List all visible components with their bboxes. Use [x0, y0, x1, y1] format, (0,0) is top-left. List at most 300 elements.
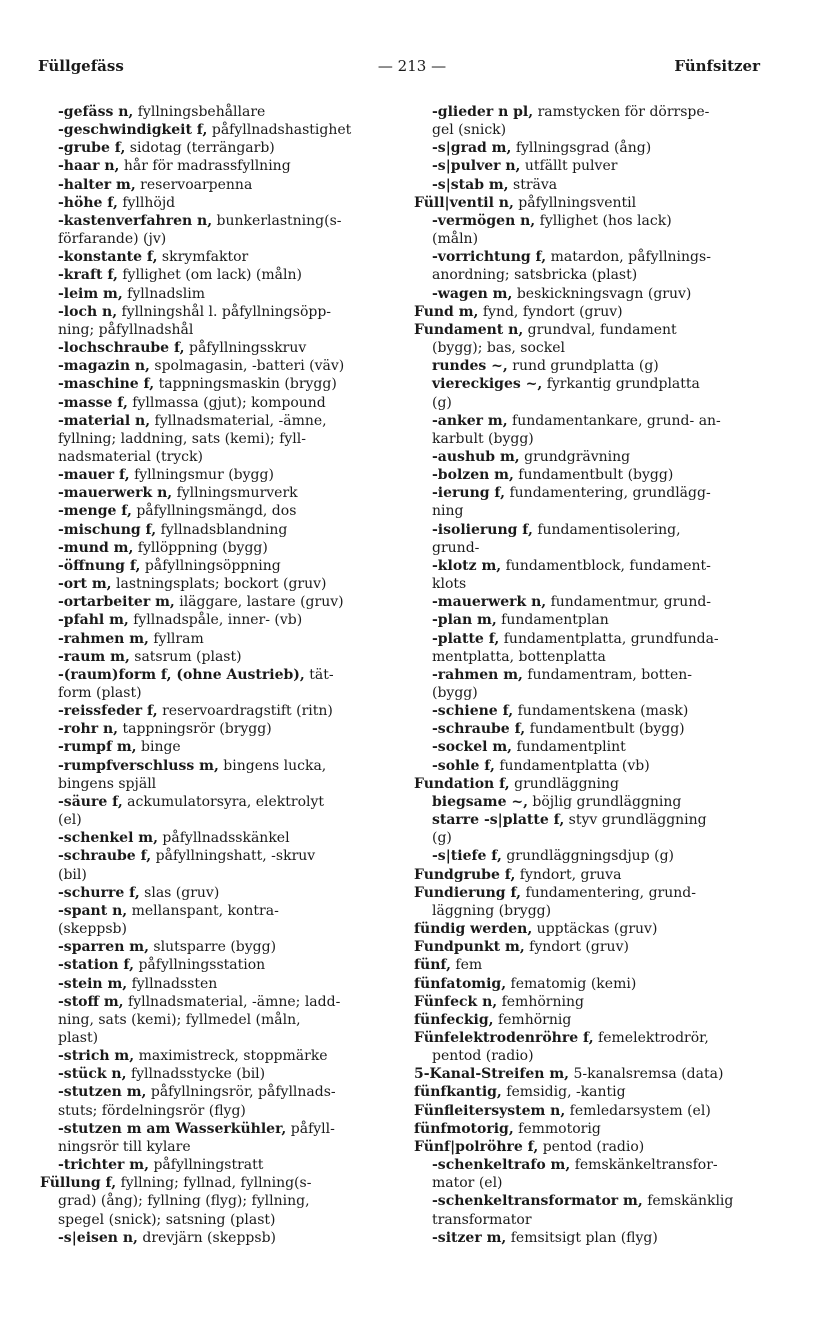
- entry-translation: fundamentbult (bygg): [513, 467, 674, 484]
- entry-line: [40, 285, 388, 303]
- entry-line: [40, 993, 388, 1011]
- headword-line: [414, 884, 766, 902]
- headword-line: [414, 920, 766, 938]
- entry-line: [414, 139, 766, 157]
- entry-term: -rumpf m,: [58, 739, 137, 756]
- headword-line: [40, 1174, 388, 1192]
- entry-translation: ning; påfyllnadshål: [58, 321, 194, 338]
- headword-line: [414, 866, 766, 884]
- headword-line: [414, 303, 766, 321]
- entry-translation: spolmagasin, -batteri (väv): [149, 358, 345, 375]
- entry-term: -grube f,: [58, 140, 126, 157]
- entry-term: Fundpunkt m,: [414, 939, 525, 956]
- entry-term: -ortarbeiter m,: [58, 594, 175, 611]
- entry-term: -rohr n,: [58, 721, 119, 738]
- entry-term: -rahmen m,: [58, 630, 149, 647]
- entry-line: [414, 793, 766, 811]
- entry-term: -rahmen m,: [432, 666, 523, 683]
- entry-line: [414, 539, 766, 557]
- entry-translation: rund grundplatta (g): [507, 358, 659, 375]
- entry-translation: grundval, fundament: [523, 321, 677, 338]
- entry-translation: grundgrävning: [519, 448, 631, 465]
- entry-translation: (skeppsb): [58, 921, 127, 938]
- entry-line: [40, 1102, 388, 1120]
- entry-line: [40, 303, 388, 321]
- headword-line: [414, 1083, 766, 1101]
- entry-line: [40, 484, 388, 502]
- entry-translation: ning: [432, 503, 464, 520]
- entry-line: [40, 847, 388, 865]
- entry-term: -schurre f,: [58, 884, 140, 901]
- entry-line: [40, 1211, 388, 1229]
- entry-translation: bingens spjäll: [58, 775, 157, 792]
- entry-line: [414, 684, 766, 702]
- entry-line: [40, 793, 388, 811]
- entry-translation: tappningsmaskin (brygg): [154, 376, 337, 393]
- entry-translation: tät-: [304, 666, 334, 683]
- entry-translation: fyllhöjd: [117, 194, 176, 211]
- entry-translation: (bygg): [432, 685, 478, 701]
- entry-translation: fundamentankare, grund- an-: [507, 412, 721, 429]
- entry-line: [40, 611, 388, 629]
- entry-line: [414, 575, 766, 593]
- entry-translation: plast): [58, 1029, 99, 1046]
- entry-translation: mellanspant, kontra-: [127, 902, 279, 919]
- entry-term: -höhe f,: [58, 194, 118, 211]
- entry-term: -rumpfverschluss m,: [58, 757, 219, 774]
- entry-line: [40, 1083, 388, 1101]
- entry-line: [414, 521, 766, 539]
- entry-line: [40, 448, 388, 466]
- entry-term: Füllung f,: [40, 1175, 117, 1192]
- entry-term: -stein m,: [58, 975, 128, 992]
- headword-line: [414, 1102, 766, 1120]
- entry-line: [414, 285, 766, 303]
- entry-term: -s|eisen n,: [58, 1229, 138, 1246]
- headword-line: [414, 993, 766, 1011]
- entry-translation: påfyllnadsskänkel: [157, 830, 290, 847]
- entry-term: -stutzen m am Wasserkühler,: [58, 1120, 287, 1137]
- entry-line: [40, 866, 388, 884]
- entry-translation: mentplatta, bottenplatta: [432, 648, 606, 665]
- entry-term: -sitzer m,: [432, 1229, 507, 1246]
- entry-line: [40, 829, 388, 847]
- entry-translation: påfyllningsöppning: [140, 557, 281, 574]
- entry-line: [40, 466, 388, 484]
- entry-translation: matardon, påfyllnings-: [546, 249, 711, 266]
- entry-term: -haar n,: [58, 158, 120, 175]
- entry-term: Fünf|polröhre f,: [414, 1138, 539, 1155]
- entry-line: [40, 975, 388, 993]
- entry-line: [40, 702, 388, 720]
- entry-line: [40, 557, 388, 575]
- entry-line: [414, 157, 766, 175]
- entry-line: [414, 738, 766, 756]
- entry-line: [414, 1229, 766, 1247]
- entry-line: [414, 611, 766, 629]
- entry-term: -ierung f,: [432, 485, 506, 502]
- entry-translation: påfyll-: [286, 1120, 335, 1137]
- entry-translation: fyllighet (om lack) (måln): [117, 267, 302, 284]
- entry-line: [40, 230, 388, 248]
- entry-term: Fundament n,: [414, 321, 524, 338]
- entry-term: -öffnung f,: [58, 557, 141, 574]
- entry-line: [40, 1029, 388, 1047]
- entry-translation: nadsmaterial (tryck): [58, 448, 203, 465]
- entry-translation: femledarsystem (el): [565, 1102, 711, 1119]
- entry-line: [414, 702, 766, 720]
- entry-term: Fünfelektrodenröhre f,: [414, 1029, 594, 1046]
- entry-term: -sparren m,: [58, 939, 149, 956]
- entry-translation: drevjärn (skeppsb): [137, 1229, 276, 1246]
- entry-translation: fyllnadssten: [127, 975, 218, 992]
- entry-translation: (g): [432, 830, 452, 847]
- entry-line: [414, 448, 766, 466]
- entry-term: -stoff m,: [58, 993, 124, 1010]
- entry-line: [40, 412, 388, 430]
- entry-term: Fundgrube f,: [414, 866, 516, 883]
- entry-term: fündig werden,: [414, 921, 533, 938]
- entry-translation: fyllningsbehållare: [133, 104, 266, 120]
- entry-translation: femelektrodrör,: [593, 1029, 709, 1046]
- entry-translation: fundamentskena (mask): [513, 703, 689, 720]
- entry-translation: bingens lucka,: [218, 757, 327, 774]
- entry-line: [414, 248, 766, 266]
- entry-translation: fyllningsgrad (ång): [511, 140, 652, 157]
- entry-term: -aushub m,: [432, 448, 520, 465]
- entry-translation: (g): [432, 394, 452, 411]
- entry-translation: femsidig, -kantig: [501, 1084, 626, 1101]
- entry-term: -schenkeltransformator m,: [432, 1193, 643, 1210]
- entry-translation: sträva: [508, 176, 558, 193]
- entry-translation: fundamentering, grund-: [521, 884, 696, 901]
- entry-term: -loch n,: [58, 303, 118, 320]
- entry-translation: ningsrör till kylare: [58, 1138, 191, 1155]
- entry-line: [40, 339, 388, 357]
- entry-line: [40, 430, 388, 448]
- entry-line: [40, 357, 388, 375]
- entry-term: -schiene f,: [432, 703, 514, 720]
- entry-translation: bunkerlastning(s-: [212, 212, 342, 229]
- entry-term: -kraft f,: [58, 267, 118, 284]
- entry-term: -geschwindigkeit f,: [58, 122, 208, 139]
- entry-term: -maschine f,: [58, 376, 155, 393]
- entry-term: -mischung f,: [58, 521, 157, 538]
- right-column: [414, 103, 766, 1247]
- entry-term: -raum m,: [58, 648, 130, 665]
- entry-term: viereckiges ~,: [432, 376, 543, 393]
- running-head-left: Füllgefäss: [38, 57, 124, 75]
- entry-line: [414, 212, 766, 230]
- entry-term: -wagen m,: [432, 285, 513, 302]
- entry-line: [40, 502, 388, 520]
- entry-line: [40, 630, 388, 648]
- entry-translation: ackumulatorsyra, elektrolyt: [122, 793, 325, 810]
- entry-translation: pentod (radio): [432, 1048, 534, 1065]
- entry-translation: fyllnadsmaterial, -ämne; ladd-: [123, 993, 341, 1010]
- entry-line: [414, 811, 766, 829]
- entry-line: [40, 738, 388, 756]
- entry-term: Füll|ventil n,: [414, 194, 514, 211]
- entry-line: [40, 321, 388, 339]
- headword-line: [414, 956, 766, 974]
- entry-line: [40, 248, 388, 266]
- page-number: — 213 —: [377, 57, 447, 75]
- entry-term: -schraube f,: [432, 721, 526, 738]
- entry-line: [40, 176, 388, 194]
- entry-term: starre -s|platte f,: [432, 812, 565, 829]
- entry-line: [40, 575, 388, 593]
- entry-translation: femhörnig: [493, 1011, 572, 1028]
- entry-translation: fyllmassa (gjut); kompound: [127, 394, 326, 411]
- entry-translation: fyllnadsblandning: [156, 521, 288, 538]
- entry-term: Fundation f,: [414, 775, 510, 792]
- entry-term: -spant n,: [58, 902, 128, 919]
- entry-line: [414, 484, 766, 502]
- entry-translation: (el): [58, 812, 82, 829]
- headword-line: [414, 1065, 766, 1083]
- entry-translation: påfyllningsstation: [134, 957, 266, 974]
- entry-term: -trichter m,: [58, 1157, 149, 1174]
- entry-term: rundes ~,: [432, 358, 508, 375]
- entry-term: -strich m,: [58, 1048, 135, 1065]
- entry-translation: påfyllningsmängd, dos: [131, 503, 297, 520]
- running-head-right: Fünfsitzer: [674, 57, 760, 75]
- entry-line: [40, 1156, 388, 1174]
- entry-term: Fundierung f,: [414, 884, 522, 901]
- entry-translation: stuts; fördelningsrör (flyg): [58, 1102, 246, 1119]
- entry-translation: fynd, fyndort (gruv): [478, 303, 623, 320]
- entry-term: fünfkantig,: [414, 1084, 502, 1101]
- entry-translation: fematomig (kemi): [506, 975, 637, 992]
- entry-line: [414, 375, 766, 393]
- entry-line: [40, 811, 388, 829]
- entry-term: -masse f,: [58, 394, 128, 411]
- entry-translation: påfyllningsskruv: [184, 340, 307, 357]
- entry-translation: påfyllningsventil: [513, 194, 637, 211]
- entry-term: -säure f,: [58, 793, 123, 810]
- entry-translation: sidotag (terrängarb): [125, 140, 275, 157]
- entry-line: [40, 121, 388, 139]
- entry-translation: fyllnadspåle, inner- (vb): [128, 612, 303, 629]
- entry-line: [414, 339, 766, 357]
- entry-line: [40, 757, 388, 775]
- entry-line: [40, 920, 388, 938]
- entry-line: [40, 394, 388, 412]
- entry-translation: femhörning: [497, 993, 584, 1010]
- entry-term: Fund m,: [414, 303, 479, 320]
- entry-line: [414, 430, 766, 448]
- entry-term: -(raum)form f, (ohne Austrieb),: [58, 666, 305, 683]
- entry-line: [414, 902, 766, 920]
- entry-translation: fyndort (gruv): [524, 939, 629, 956]
- entry-translation: fundamentplan: [496, 612, 609, 629]
- entry-translation: fyllningsmurverk: [172, 485, 298, 502]
- entry-translation: fyllningsmur (bygg): [129, 467, 274, 484]
- entry-translation: reservoardragstift (ritn): [157, 703, 333, 720]
- entry-term: -anker m,: [432, 412, 508, 429]
- entry-line: [40, 139, 388, 157]
- headword-line: [414, 1120, 766, 1138]
- entry-term: -sockel m,: [432, 739, 513, 756]
- entry-translation: fyllnadsmaterial, -ämne,: [150, 412, 327, 429]
- entry-translation: fundamentisolering,: [532, 521, 681, 538]
- entry-translation: fyndort, gruva: [515, 866, 622, 883]
- headword-line: [414, 775, 766, 793]
- entry-translation: femsitsigt plan (flyg): [506, 1229, 658, 1246]
- entry-translation: påfyllningstratt: [149, 1157, 264, 1174]
- entry-translation: fyllram: [148, 630, 204, 647]
- entry-translation: anordning; satsbricka (plast): [432, 267, 638, 284]
- entry-term: -schenkeltrafo m,: [432, 1157, 571, 1174]
- entry-term: -kastenverfahren n,: [58, 212, 213, 229]
- entry-line: [414, 176, 766, 194]
- entry-line: [40, 775, 388, 793]
- entry-term: -platte f,: [432, 630, 500, 647]
- entry-term: -schenkel m,: [58, 830, 158, 847]
- entry-line: [40, 956, 388, 974]
- headword-line: [414, 321, 766, 339]
- entry-translation: karbult (bygg): [432, 430, 534, 447]
- entry-translation: grad) (ång); fyllning (flyg); fyllning,: [58, 1193, 310, 1210]
- entry-line: [40, 938, 388, 956]
- entry-translation: spegel (snick); satsning (plast): [58, 1211, 276, 1228]
- entry-translation: maximistreck, stoppmärke: [134, 1048, 328, 1065]
- entry-line: [414, 648, 766, 666]
- entry-term: -s|stab m,: [432, 176, 509, 193]
- entry-line: [40, 1192, 388, 1210]
- entry-translation: fyrkantig grundplatta: [542, 376, 700, 393]
- entry-term: -s|tiefe f,: [432, 848, 502, 865]
- entry-line: [40, 521, 388, 539]
- entry-line: [414, 829, 766, 847]
- entry-term: -station f,: [58, 957, 134, 974]
- headword-line: [414, 975, 766, 993]
- entry-translation: transformator: [432, 1211, 532, 1228]
- entry-line: [414, 1047, 766, 1065]
- entry-term: -ort m,: [58, 576, 112, 593]
- entry-translation: fyllningshål l. påfyllningsöpp-: [117, 303, 332, 320]
- entry-line: [414, 557, 766, 575]
- entry-term: -menge f,: [58, 503, 132, 520]
- entry-translation: fundamentbult (bygg): [525, 721, 685, 738]
- entry-line: [40, 593, 388, 611]
- entry-term: -vorrichtung f,: [432, 249, 547, 266]
- entry-term: fünf,: [414, 957, 451, 974]
- entry-term: -konstante f,: [58, 249, 158, 266]
- entry-translation: iläggare, lastare (gruv): [174, 594, 344, 611]
- entry-translation: pentod (radio): [538, 1138, 645, 1155]
- entry-term: -isolierung f,: [432, 521, 533, 538]
- entry-term: biegsame ~,: [432, 793, 528, 810]
- entry-translation: böjlig grundläggning: [527, 793, 682, 810]
- entry-line: [414, 666, 766, 684]
- entry-line: [414, 103, 766, 121]
- entry-term: -reissfeder f,: [58, 703, 158, 720]
- entry-translation: (bil): [58, 866, 87, 883]
- entry-translation: slas (gruv): [139, 884, 220, 901]
- entry-term: -sohle f,: [432, 757, 495, 774]
- entry-term: -stutzen m,: [58, 1084, 147, 1101]
- entry-line: [414, 412, 766, 430]
- entry-line: [414, 847, 766, 865]
- entry-term: -mauerwerk n,: [432, 594, 547, 611]
- entry-term: 5-Kanal-Streifen m,: [414, 1066, 570, 1083]
- entry-line: [414, 502, 766, 520]
- entry-translation: mator (el): [432, 1175, 503, 1192]
- entry-translation: fyllighet (hos lack): [535, 212, 672, 229]
- entry-line: [40, 212, 388, 230]
- entry-term: -leim m,: [58, 285, 123, 302]
- entry-translation: styv grundläggning: [564, 812, 707, 829]
- entry-translation: fem: [450, 957, 483, 974]
- entry-translation: påfyllnadshastighet: [207, 122, 352, 139]
- entry-translation: skrymfaktor: [157, 249, 249, 266]
- entry-line: [414, 630, 766, 648]
- entry-line: [40, 720, 388, 738]
- entry-line: [40, 1065, 388, 1083]
- entry-line: [414, 121, 766, 139]
- entry-line: [40, 103, 388, 121]
- entry-translation: grundläggningsdjup (g): [501, 848, 674, 865]
- entry-translation: beskickningsvagn (gruv): [512, 285, 692, 302]
- entry-translation: hår för madrassfyllning: [119, 158, 291, 175]
- entry-translation: femskänklig: [642, 1193, 734, 1210]
- entry-line: [40, 902, 388, 920]
- entry-line: [40, 884, 388, 902]
- entry-line: [414, 266, 766, 284]
- entry-translation: femmotorig: [513, 1120, 601, 1137]
- entry-line: [414, 720, 766, 738]
- entry-term: Fünfeck n,: [414, 993, 498, 1010]
- headword-line: [414, 194, 766, 212]
- entry-term: -bolzen m,: [432, 467, 514, 484]
- entry-line: [40, 1011, 388, 1029]
- entry-translation: fundamentplatta, grundfunda-: [499, 630, 719, 647]
- entry-term: -plan m,: [432, 612, 497, 629]
- entry-line: [414, 1174, 766, 1192]
- entry-line: [414, 466, 766, 484]
- entry-term: -s|grad m,: [432, 140, 512, 157]
- entry-translation: förfarande) (jv): [58, 231, 167, 248]
- entry-translation: fundamentering, grundlägg-: [505, 485, 711, 502]
- entry-line: [40, 684, 388, 702]
- entry-term: -pfahl m,: [58, 612, 129, 629]
- entry-translation: fyllöppning (bygg): [133, 539, 268, 556]
- entry-line: [40, 157, 388, 175]
- entry-translation: grundläggning: [509, 775, 620, 792]
- headword-line: [414, 938, 766, 956]
- entry-translation: binge: [136, 739, 181, 756]
- entry-translation: utfällt pulver: [520, 158, 618, 175]
- entry-term: -magazin n,: [58, 358, 150, 375]
- entry-term: -mauer f,: [58, 467, 130, 484]
- entry-line: [40, 266, 388, 284]
- entry-term: -s|pulver n,: [432, 158, 521, 175]
- entry-translation: gel (snick): [432, 122, 507, 139]
- entry-term: -mund m,: [58, 539, 134, 556]
- entry-translation: lastningsplats; bockort (gruv): [111, 576, 327, 593]
- entry-translation: tappningsrör (brygg): [118, 721, 272, 738]
- entry-term: -halter m,: [58, 176, 136, 193]
- entry-translation: fundamentblock, fundament-: [501, 557, 711, 574]
- entry-translation: slutsparre (bygg): [148, 939, 277, 956]
- entry-translation: fundamentplint: [512, 739, 626, 756]
- entry-line: [414, 394, 766, 412]
- entry-term: fünfeckig,: [414, 1011, 494, 1028]
- left-column: [40, 103, 388, 1247]
- entry-translation: påfyllningshatt, -skruv: [151, 848, 316, 865]
